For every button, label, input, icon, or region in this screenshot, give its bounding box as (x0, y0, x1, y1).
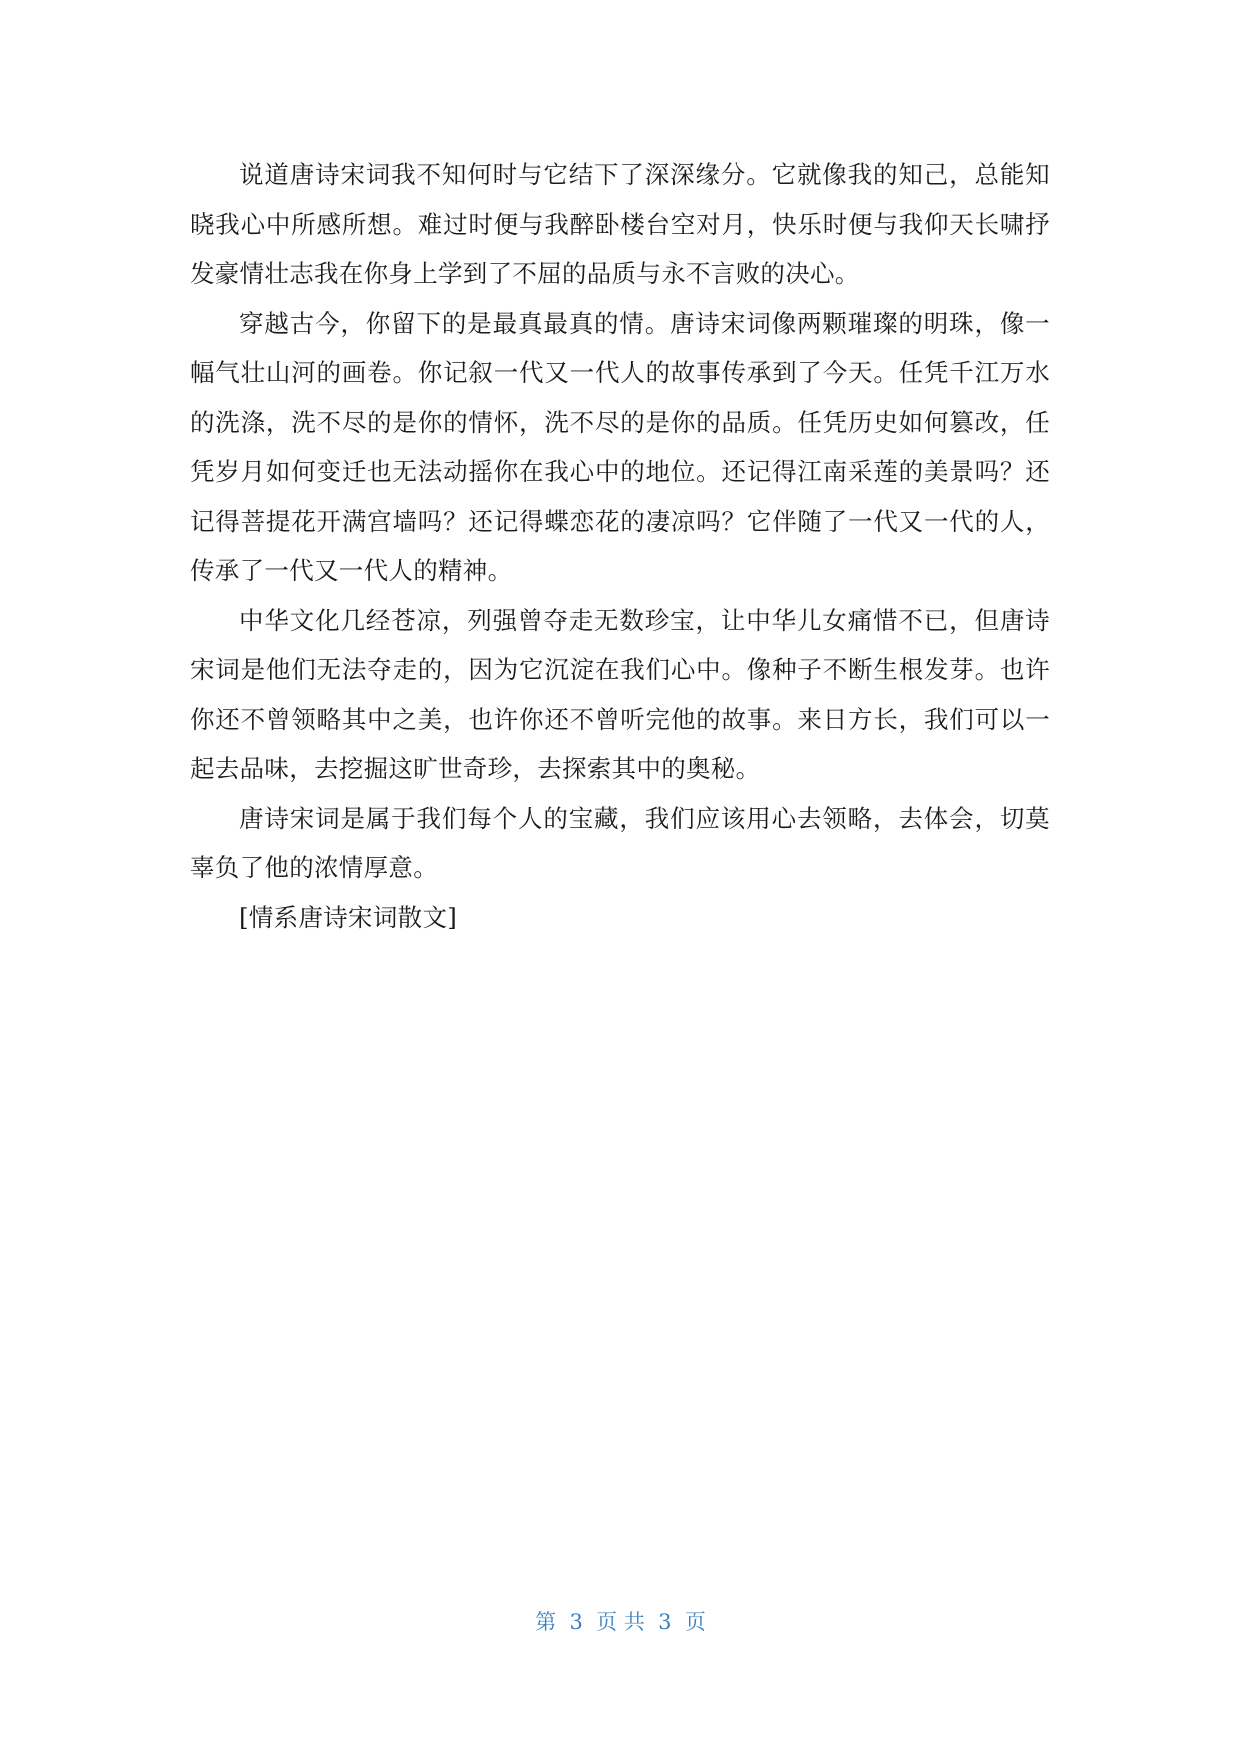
paragraph: 说道唐诗宋词我不知何时与它结下了深深缘分。它就像我的知己，总能知晓我心中所感所想。难过时便与我醉卧楼台空对月，快乐时便与我仰天长啸抒发豪情壮志我在你身上学到了不屈的品质与永不言败的决心。 (190, 160, 1050, 288)
paragraph: 唐诗宋词是属于我们每个人的宝藏，我们应该用心去领略，去体会，切莫辜负了他的浓情厚意。 (190, 803, 1050, 882)
page-number-footer: 第 3 页 共 3 页 (535, 1610, 706, 1634)
paragraph: 穿越古今，你留下的是最真最真的情。唐诗宋词像两颗璀璨的明珠，像一幅气壮山河的画卷。你记叙一代又一代人的故事传承到了今天。任凭千江万水的洗涤，洗不尽的是你的情怀，洗不尽的是你的品质。任凭历史如何篡改，任凭岁月如何变迁也无法动摇你在我心中的地位。还记得江南采莲的美景吗？还记得菩提花开满宫墙吗？还记得蝶恋花的凄凉吗？它伴随了一代又一代的人，传承了一代又一代人的精神。 (190, 308, 1050, 585)
paragraph: 中华文化几经苍凉，列强曾夺走无数珍宝，让中华儿女痛惜不已，但唐诗宋词是他们无法夺走的，因为它沉淀在我们心中。像种子不断生根发芽。也许你还不曾领略其中之美，也许你还不曾听完他的故事。来日方长，我们可以一起去品味，去挖掘这旷世奇珍，去探索其中的奥秘。 (190, 605, 1050, 783)
document-body (190, 150, 1050, 942)
document-source-tag: [情系唐诗宋词散文] (239, 902, 458, 932)
